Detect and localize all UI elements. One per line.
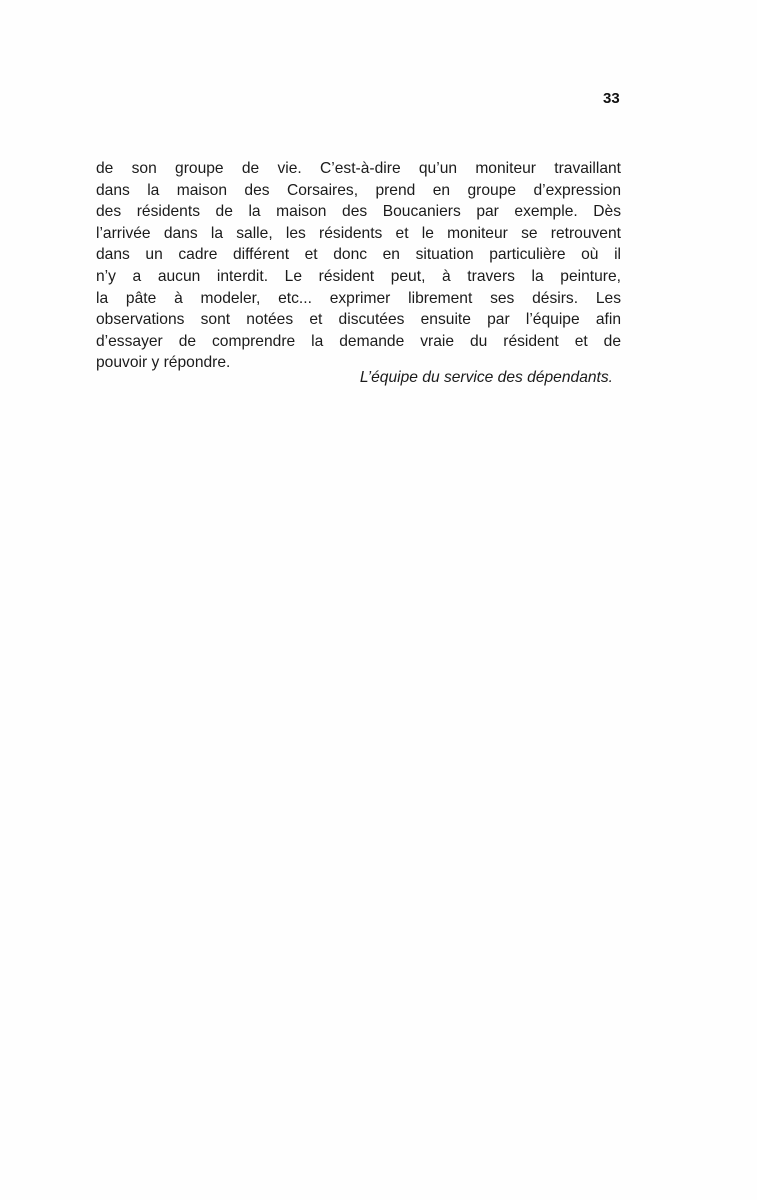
paragraph-line: observations sont notées et discutées ensuite par l’équipe afin (96, 311, 621, 329)
paragraph-line: dans la maison des Corsaires, prend en groupe d’expression (96, 181, 621, 199)
paragraph-line: l’arrivée dans la salle, les résidents et le moniteur se retrouvent (96, 224, 621, 242)
page-number: 33 (603, 90, 620, 107)
paragraph-line: des résidents de la maison des Boucaniers par exemple. Dès (96, 203, 621, 221)
paragraph-line: n’y a aucun interdit. Le résident peut, à travers la peinture, (96, 267, 621, 285)
paragraph-line: d’essayer de comprendre la demande vraie du résident et de (96, 332, 621, 350)
paragraph-line: pouvoir y répondre. (96, 354, 231, 372)
paragraph-line: de son groupe de vie. C’est-à-dire qu’un moniteur travaillant (96, 160, 621, 177)
paragraph-line: dans un cadre différent et donc en situation particulière où il (96, 246, 621, 264)
paragraph-line: la pâte à modeler, etc... exprimer librement ses désirs. Les (96, 289, 621, 307)
body-paragraph (96, 158, 621, 374)
signature-line: L’équipe du service des dépendants. (359, 369, 613, 386)
